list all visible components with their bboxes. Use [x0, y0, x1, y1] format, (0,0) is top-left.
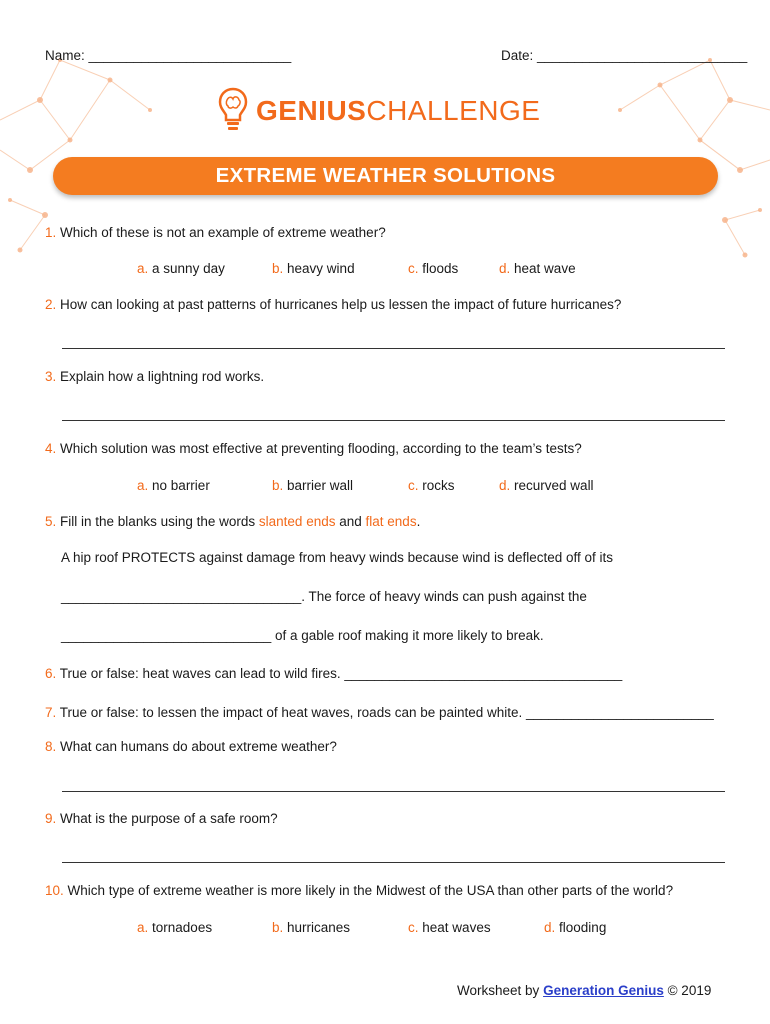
question-8	[45, 739, 337, 754]
question-10	[45, 883, 673, 898]
option-10b[interactable]: b. hurricanes	[272, 920, 351, 935]
worksheet-title-banner: EXTREME WEATHER SOLUTIONS	[53, 157, 718, 195]
option-4a[interactable]: a. no barrier	[137, 478, 210, 493]
question-number: 3.	[45, 369, 57, 384]
question-text: What can humans do about extreme weather?	[60, 739, 337, 754]
option-10c[interactable]: c. heat waves	[408, 920, 491, 935]
question-text: True or false: heat waves can lead to wild fires.	[59, 666, 341, 681]
question-text: What is the purpose of a safe room?	[60, 811, 278, 826]
option-1d[interactable]: d. heat wave	[499, 261, 576, 276]
question-7	[45, 705, 714, 720]
question-text: Which of these is not an example of extreme weather?	[60, 225, 386, 240]
question-number: 9.	[45, 811, 57, 826]
question-number: 8.	[45, 739, 57, 754]
logo-regular-text: CHALLENGE	[366, 95, 541, 126]
keyword-flat-ends: flat ends	[365, 514, 417, 529]
question-number: 7.	[45, 705, 57, 720]
q5-passage-line-3: ____________________________ of a gable roof making it more likely to break.	[61, 628, 544, 643]
option-1b[interactable]: b. heavy wind	[272, 261, 355, 276]
question-text: True or false: to lessen the impact of heat waves, roads can be painted white.	[59, 705, 523, 720]
q5-passage-line-1: A hip roof PROTECTS against damage from heavy winds because wind is deflected off of its	[61, 550, 614, 565]
option-4c[interactable]: c. rocks	[408, 478, 455, 493]
q5-passage-line-2: ________________________________. The force of heavy winds can push against the	[61, 589, 587, 604]
question-9	[45, 811, 278, 826]
option-10d[interactable]: d. flooding	[544, 920, 607, 935]
keyword-slanted-ends: slanted ends	[258, 514, 336, 529]
answer-line-8[interactable]	[62, 791, 725, 792]
answer-blank-7[interactable]: _________________________	[522, 705, 714, 720]
question-2	[45, 297, 621, 312]
date-field[interactable]	[501, 48, 747, 63]
question-number: 10.	[45, 883, 64, 898]
question-number: 2.	[45, 297, 57, 312]
question-number: 6.	[45, 666, 57, 681]
question-text: Which solution was most effective at preventing flooding, according to the team’s tests?	[60, 441, 582, 456]
answer-blank-6[interactable]: _____________________________________	[340, 666, 623, 681]
question-number: 1.	[45, 225, 57, 240]
question-6	[45, 666, 622, 681]
question-text: Which type of extreme weather is more likely in the Midwest of the USA than other parts of the world?	[67, 883, 674, 898]
question-text: Explain how a lightning rod works.	[60, 369, 265, 384]
question-text: Fill in the blanks using the words	[60, 514, 256, 529]
name-field[interactable]	[45, 48, 291, 63]
option-10a[interactable]: a. tornadoes	[137, 920, 213, 935]
question-3	[45, 369, 264, 384]
logo-bold-text: GENIUS	[256, 95, 367, 126]
answer-line-3[interactable]	[62, 420, 725, 421]
name-label: Name:	[45, 48, 85, 63]
question-number: 4.	[45, 441, 57, 456]
date-blank[interactable]: ____________________________	[537, 48, 748, 63]
option-4b[interactable]: b. barrier wall	[272, 478, 354, 493]
question-5: 5. Fill in the blanks using the words slanted ends and flat ends.	[45, 514, 421, 529]
question-1	[45, 225, 386, 240]
answer-line-9[interactable]	[62, 862, 725, 863]
fill-blank-1[interactable]: ________________________________	[61, 589, 302, 604]
genius-challenge-logo	[218, 86, 540, 136]
question-4	[45, 441, 582, 456]
logo-wordmark	[256, 95, 540, 127]
generation-genius-link[interactable]: Generation Genius	[543, 983, 664, 998]
question-number: 5.	[45, 514, 57, 529]
question-text: How can looking at past patterns of hurricanes help us lessen the impact of future hurricanes?	[60, 297, 622, 312]
fill-blank-2[interactable]: ____________________________	[61, 628, 272, 643]
option-1a[interactable]: a. a sunny day	[137, 261, 225, 276]
lightbulb-brain-icon	[218, 86, 248, 136]
answer-line-2[interactable]	[62, 348, 725, 349]
option-4d[interactable]: d. recurved wall	[499, 478, 594, 493]
footer-credit: Worksheet by Generation Genius © 2019	[457, 983, 712, 998]
date-label: Date:	[501, 48, 534, 63]
option-1c[interactable]: c. floods	[408, 261, 459, 276]
name-blank[interactable]: ___________________________	[88, 48, 292, 63]
